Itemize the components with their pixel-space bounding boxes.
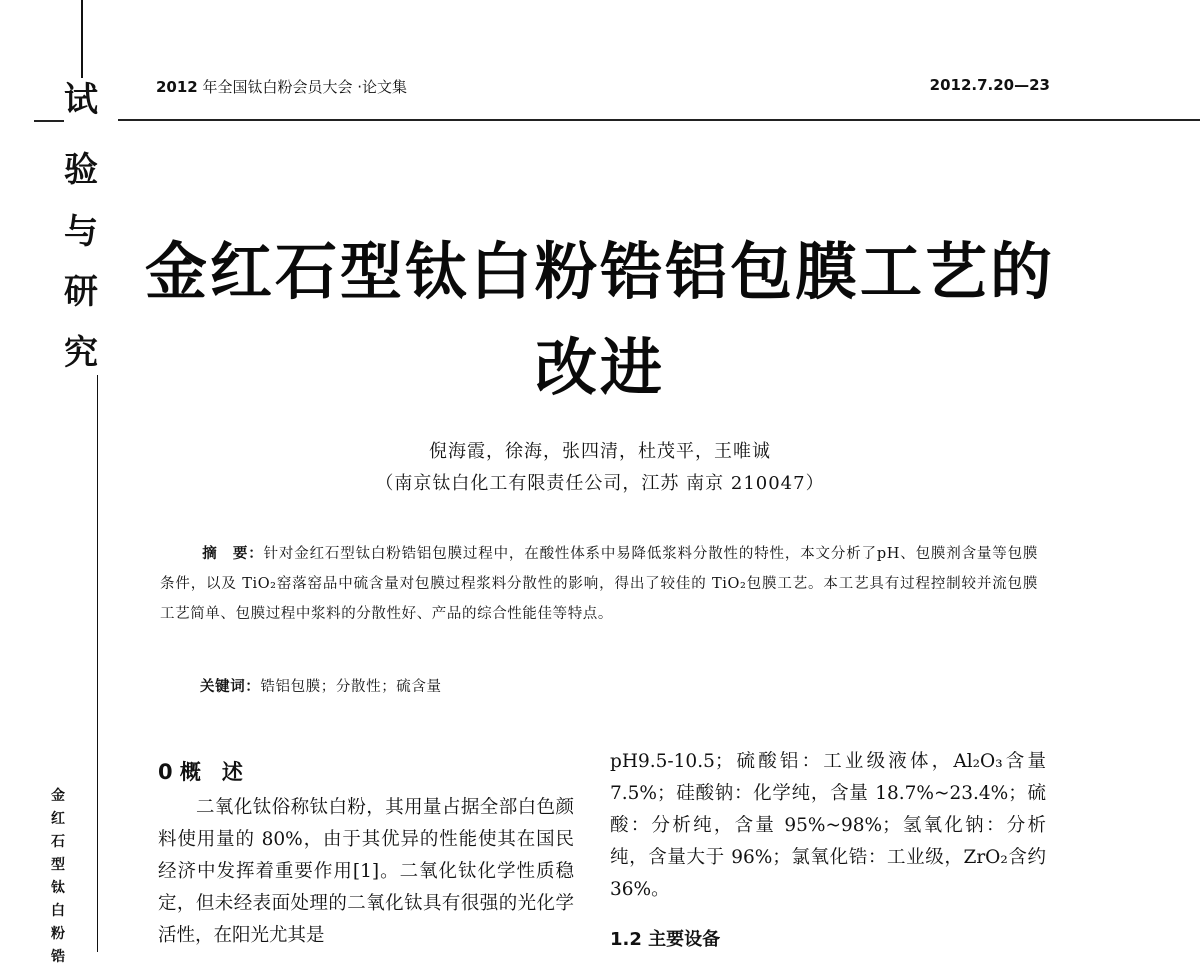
side-section-char: 验: [64, 150, 98, 190]
side-dash: [34, 120, 64, 122]
side-running-title-char: 红: [51, 811, 65, 827]
side-rule-top: [81, 0, 83, 78]
side-section-char: 与: [64, 212, 98, 252]
paper-title-line-2: 改进: [534, 331, 665, 404]
materials-paragraph: pH9.5-10.5；硫酸铝：工业级液体，Al₂O₃含量 7.5%；硅酸钠：化学纯，含量 18.7%~23.4%；硫酸：分析纯，含量 95%~98%；氢氧化钠：分析纯，含量大于 96%；氯氧化锆：工业级，ZrO₂含约 36%。: [610, 751, 1046, 900]
affiliation: （南京钛白化工有限责任公司，江苏 南京 210047）: [375, 473, 825, 494]
abstract-label: 摘 要：: [202, 546, 264, 562]
side-running-title-char: 锆: [51, 949, 65, 965]
side-running-title-char: 石: [51, 834, 65, 850]
side-running-title-char: 型: [51, 857, 65, 873]
abstract-text: 针对金红石型钛白粉锆铝包膜过程中，在酸性体系中易降低浆料分散性的特性，本文分析了pH、包膜剂含量等包膜条件，以及 TiO₂窑落窑品中硫含量对包膜过程浆料分散性的影响，得出了较佳的 TiO₂包膜工艺。本工艺具有过程控制较并流包膜工艺简单、包膜过程中浆料的分散性好、产品的综合性能佳等特点。: [160, 546, 1038, 622]
authors: 倪海霞，徐海，张四清，杜茂平，王唯诚: [429, 441, 771, 462]
paper-title-line-1: 金红石型钛白粉锆铝包膜工艺的: [144, 235, 1055, 308]
header-conference: 年全国钛白粉会员大会 ·论文集: [197, 78, 408, 96]
side-running-title-char: 金: [51, 788, 65, 804]
side-running-title-char: 粉: [51, 926, 65, 942]
side-running-title-char: 钛: [51, 880, 65, 896]
header-rule: [118, 119, 1200, 121]
overview-paragraph: 二氧化钛俗称钛白粉，其用量占据全部白色颜料使用量的 80%，由于其优异的性能使其在国民经济中发挥着重要作用[1]。二氧化钛化学性质稳定，但未经表面处理的二氧化钛具有很强的光化学活性，在阳光尤其是: [158, 797, 574, 946]
keywords: [200, 675, 442, 696]
side-rule-vertical: [97, 375, 98, 952]
section-heading-equipment: 1.2 主要设备: [610, 929, 721, 950]
side-section-char: 试: [64, 80, 98, 120]
section-heading-overview: 0 概 述: [158, 760, 243, 784]
running-header-left: [156, 76, 407, 97]
side-section-char: 研: [64, 272, 98, 312]
abstract: [160, 539, 1038, 629]
side-running-title-char: 白: [51, 903, 65, 919]
header-year: 2012: [156, 78, 198, 96]
side-section-char: 究: [64, 333, 98, 373]
keywords-text: 锆铝包膜；分散性；硫含量: [260, 679, 442, 695]
running-header-date: 2012.7.20—23: [929, 76, 1050, 94]
keywords-label: 关键词：: [200, 679, 261, 695]
